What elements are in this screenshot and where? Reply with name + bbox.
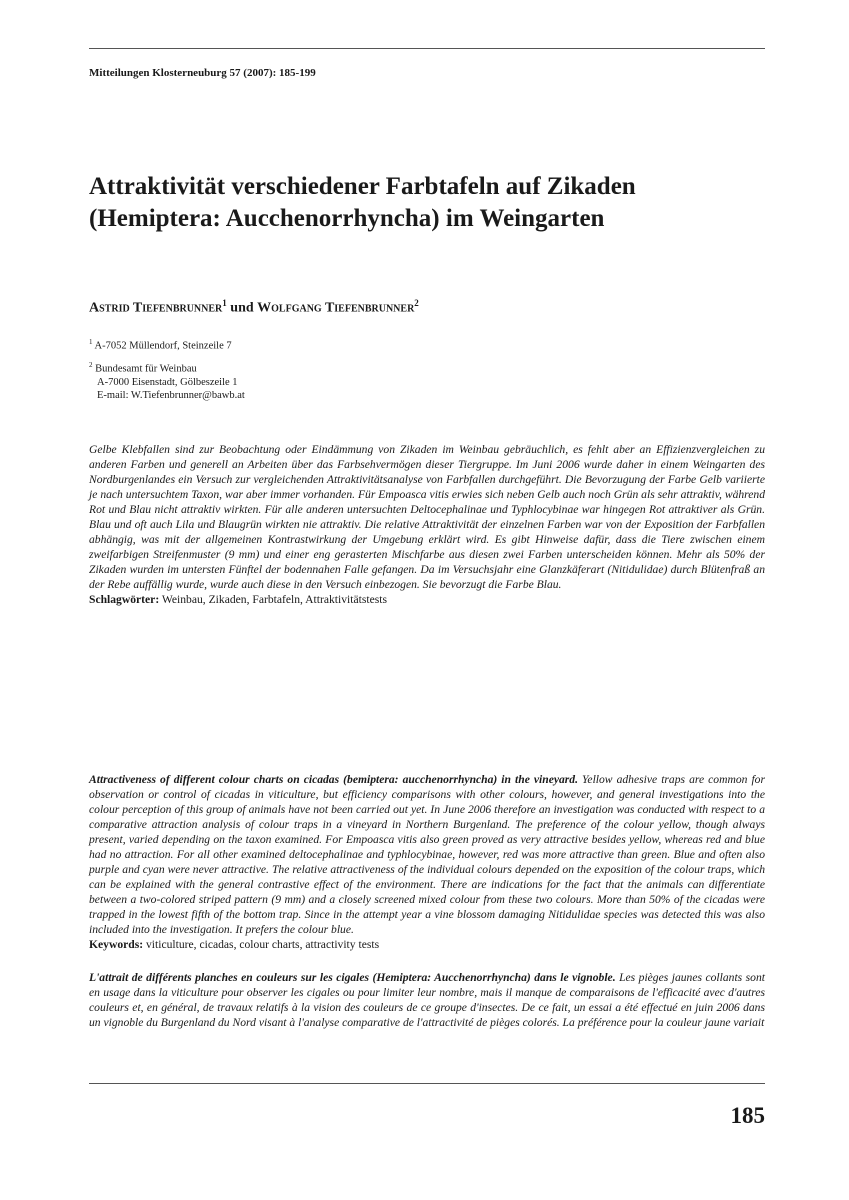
- author-2-name: Wolfgang Tiefenbrunner: [257, 300, 415, 316]
- affiliation-1-marker: 1: [89, 338, 93, 346]
- bottom-rule: [89, 1083, 765, 1084]
- article-title: [89, 171, 765, 235]
- affiliation-2-email: E-mail: W.Tiefenbrunner@bawb.at: [97, 389, 245, 401]
- author-conjunction: und: [226, 300, 258, 316]
- article-title-line-1: Attraktivität verschiedener Farbtafeln auf Zikaden: [89, 173, 636, 200]
- keywords-english-text: viticulture, cicadas, colour charts, attractivity tests: [143, 938, 380, 951]
- abstract-french-text: Les pièges jaunes collants sont en usage dans la viticulture pour observer les cigales ou pour limiter leur nombre, mais il manque de comparaisons de l'efficacité avec d'autres couleurs et, en général, de travaux relatifs à la vision des couleurs de ce groupe d'insectes. De ce fait, un essai a été effectué en juin 2006 dans un vignoble du Burgenland du Nord visant à l'analyse comparative de l'attractivité de pièges colorés. La préférence pour la couleur jaune variait: [89, 971, 765, 1029]
- article-title-line-2: (Hemiptera: Aucchenorrhyncha) im Weingarten: [89, 205, 605, 232]
- abstract-english: [89, 772, 765, 952]
- author-1-name: Astrid Tiefenbrunner: [89, 300, 223, 316]
- author-list: [89, 298, 419, 317]
- author-2-affiliation-marker: 2: [414, 298, 419, 308]
- keywords-english-label: Keywords:: [89, 938, 144, 951]
- top-rule: [89, 48, 765, 49]
- affiliation-1-address: A-7052 Müllendorf, Steinzeile 7: [94, 340, 232, 352]
- affiliation-2-marker: 2: [89, 361, 93, 369]
- abstract-english-title: Attractiveness of different colour charts on cicadas (bemiptera: aucchenorrhyncha) in the vineyard.: [89, 773, 578, 786]
- affiliation-1: [89, 336, 232, 353]
- author-1-affiliation-marker: 1: [222, 298, 227, 308]
- abstract-english-text: Yellow adhesive traps are common for observation or control of cicadas in viticulture, but efficiency comparisons with other colours, however, and general investigations into the colour perception of this group of animals have not been carried out yet. In June 2006 therefore an investigation was conducted with respect to a comparative attraction analysis of colour traps in a vineyard in Northern Burgenland. The preference of the colour yellow, though always present, varied depending on the taxon examined. For Empoasca vitis also green proved as very attractive besides yellow, whereas red and blue had no attraction. For all other examined deltocephalinae and typhlocybinae, however, red was more attractive than green. Blue and often also purple and cyan were never attractive. The relative attractiveness of the individual colours depended on the exposition of the colour traps, which can be explained with the general contrastive effect of the environment. There are indications for the fact that the animals can differentiate between a two-colored striped pattern (9 mm) and a closely screened mixed colour from these two colours. More than 50% of the cicadas were trapped in the lowest fifth of the bottom trap. Since in the attempt year a vine blossom damaging Nitidulidae species was detected this was also included into the investigation. It prefers the colour blue.: [89, 773, 765, 936]
- abstract-french-title: L'attrait de différents planches en couleurs sur les cigales (Hemiptera: Aucchenorrhyncha) dans le vignoble.: [89, 971, 616, 984]
- keywords-german-label: Schlagwörter:: [89, 593, 160, 606]
- affiliation-2: [89, 359, 245, 402]
- page-number: 185: [730, 1103, 765, 1128]
- abstract-german: [89, 442, 765, 607]
- abstract-french: [89, 970, 765, 1030]
- abstract-german-text: Gelbe Klebfallen sind zur Beobachtung oder Eindämmung von Zikaden im Weinbau gebräuchlich, es fehlt aber an Effizienzvergleichen zu anderen Farben und generell an Arbeiten über das Farbsehvermögen dieser Tiergruppe. Im Juni 2006 wurde daher in einem Weingarten des Nordburgenlandes ein Versuch zur vergleichenden Attraktivitätsanalyse von Farbfallen durchgeführt. Die Bevorzugung der Farbe Gelb variierte je nach untersuchtem Taxon, war aber immer vorhanden. Für Empoasca vitis erwies sich neben Gelb auch noch Grün als sehr attraktiv, während Rot und Blau nicht attraktiv wirkten. Für alle anderen untersuchten Deltocephalinae und Typhlocybinae war hingegen Rot attraktiver als Grün. Blau und oft auch Lila und Blaugrün wirkten nie attraktiv. Die relative Attraktivität der einzelnen Farben war von der Exposition der Farbfallen abhängig, was mit der allgemeinen Kontrastwirkung der Umgebung erklärt wird. Es gibt Hinweise dafür, dass die Tiere zwischen einem zweifarbigen Streifenmuster (9 mm) und einer eng gerasterten Mischfarbe aus diesen zwei Farben unterscheiden können. Mehr als 50% der Zikaden wurden im untersten Fünftel der bodennahen Falle gefangen. Da im Versuchsjahr eine Glanzkäferart (Nitidulidae) durch Blütenfraß an der Rebe auffällig wurde, wurde auch diese in den Versuch einbezogen. Sie bevorzugt die Farbe Blau.: [89, 443, 765, 591]
- affiliation-2-institution: Bundesamt für Weinbau: [95, 363, 197, 375]
- journal-citation: Mitteilungen Klosterneuburg 57 (2007): 185-199: [89, 67, 316, 79]
- affiliation-2-address: A-7000 Eisenstadt, Gölbeszeile 1: [97, 376, 238, 388]
- keywords-german-text: Weinbau, Zikaden, Farbtafeln, Attraktivitätstests: [159, 593, 387, 606]
